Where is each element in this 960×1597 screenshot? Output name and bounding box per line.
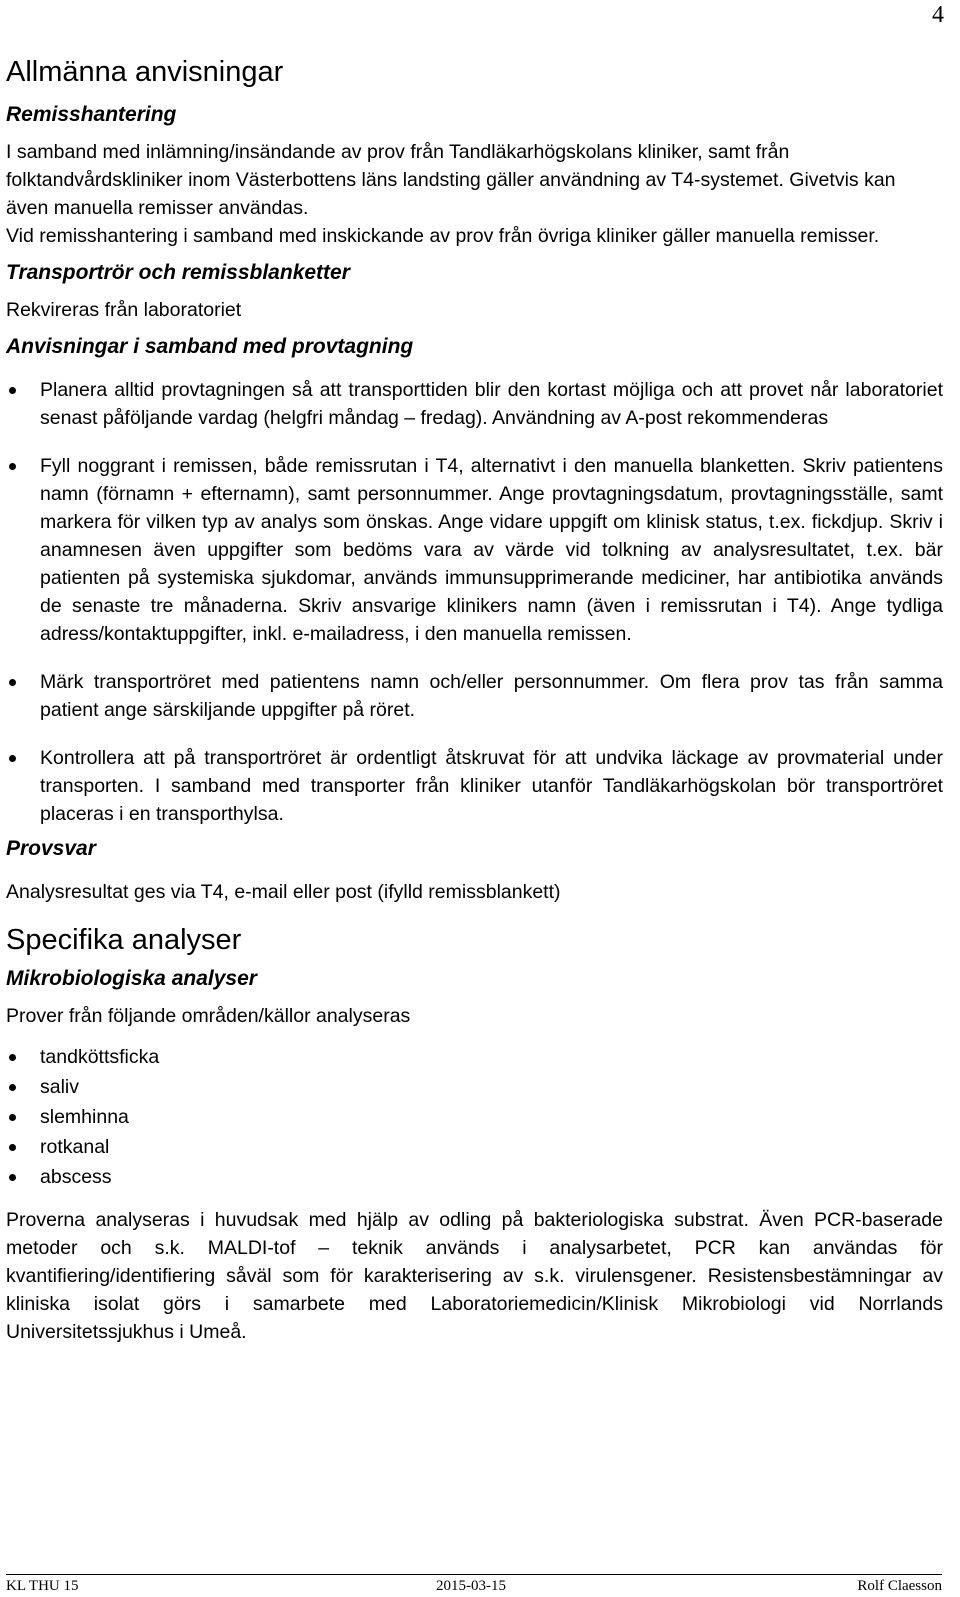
heading-provsvar: Provsvar xyxy=(6,837,96,860)
heading-transportror: Transportrör och remissblanketter xyxy=(6,261,350,284)
heading-anvisningar: Anvisningar i samband med provtagning xyxy=(6,335,414,358)
page-footer xyxy=(6,1574,942,1597)
footer-document-code: KL THU 15 xyxy=(6,1578,79,1594)
list-item: Kontrollera att på transportröret är ordentligt åtskruvat för att undvika läckage av provmaterial under transporten. I samband med transporter från kliniker utanför Tandläkarhögskolan bör transportröret placeras i en transporthylsa. xyxy=(6,744,943,828)
list-item: abscess xyxy=(6,1162,943,1192)
list-item: Planera alltid provtagningen så att transporttiden blir den kortast möjliga och att provet når laboratoriet senast påföljande vardag (helgfri måndag – fredag). Användning av A-post rekommenderas xyxy=(6,376,943,432)
paragraph-transport: Rekvireras från laboratoriet xyxy=(6,299,242,321)
heading-mikrobiologiska: Mikrobiologiska analyser xyxy=(6,967,257,990)
list-item: Fyll noggrant i remissen, både remissrutan i T4, alternativt i den manuella blanketten. Skriv patientens namn (förnamn + efternamn), samt personnummer. Ange provtagningsdatum, provtagningsställe, samt markera för vilken typ av analys som önskas. Ange vidare uppgift om klinisk status, t.ex. fickdjup. Skriv i anamnesen även uppgifter som bedöms vara av värde vid tolkning av analysresultatet, t.ex. bär patienten på systemiska sjukdomar, används immunsupprimerande mediciner, har antibiotika används de senaste tre månaderna. Skriv ansvarige klinikers namn (även i remissrutan i T4). Ange tydliga adress/kontaktuppgifter, inkl. e-mailadress, i den manuella remissen. xyxy=(6,452,943,648)
paragraph-prover-intro: Prover från följande områden/källor analyseras xyxy=(6,1005,411,1027)
footer-author: Rolf Claesson xyxy=(857,1578,942,1594)
section-title-allmanna: Allmänna anvisningar xyxy=(6,56,284,88)
list-item: Märk transportröret med patientens namn och/eller personnummer. Om flera prov tas från samma patient ange särskiljande uppgifter på röret. xyxy=(6,668,943,724)
sample-source-list xyxy=(6,1042,943,1192)
paragraph-remiss-1: I samband med inlämning/insändande av prov från Tandläkarhögskolans kliniker, samt från folktandvårdskliniker inom Västerbottens läns landsting gäller användning av T4-systemet. Givetvis kan även manuella remisser användas. xyxy=(6,141,896,219)
page-number: 4 xyxy=(932,2,944,28)
list-item: saliv xyxy=(6,1072,943,1102)
footer-date: 2015-03-15 xyxy=(436,1578,506,1594)
paragraph-analysmetoder: Proverna analyseras i huvudsak med hjälp av odling på bakteriologiska substrat. Även PCR-baserade metoder och s.k. MALDI-tof – teknik används i analysarbetet, PCR kan användas för kvantifiering/identifiering såväl som för karakterisering av s.k. virulensgener. Resistensbestämningar av kliniska isolat görs i samarbete med Laboratoriemedicin/Klinisk Mikrobiologi vid Norrlands Universitetssjukhus i Umeå. xyxy=(6,1209,943,1343)
list-item: rotkanal xyxy=(6,1132,943,1162)
paragraph-remiss-2: Vid remisshantering i samband med inskickande av prov från övriga kliniker gäller manuella remisser. xyxy=(6,225,880,247)
list-item: slemhinna xyxy=(6,1102,943,1132)
section-title-specifika: Specifika analyser xyxy=(6,924,242,956)
heading-remisshantering: Remisshantering xyxy=(6,103,177,126)
document-body xyxy=(6,50,943,1346)
list-item: tandköttsficka xyxy=(6,1042,943,1072)
paragraph-provsvar: Analysresultat ges via T4, e-mail eller post (ifylld remissblankett) xyxy=(6,881,561,903)
provtagning-bullet-list xyxy=(6,376,943,828)
